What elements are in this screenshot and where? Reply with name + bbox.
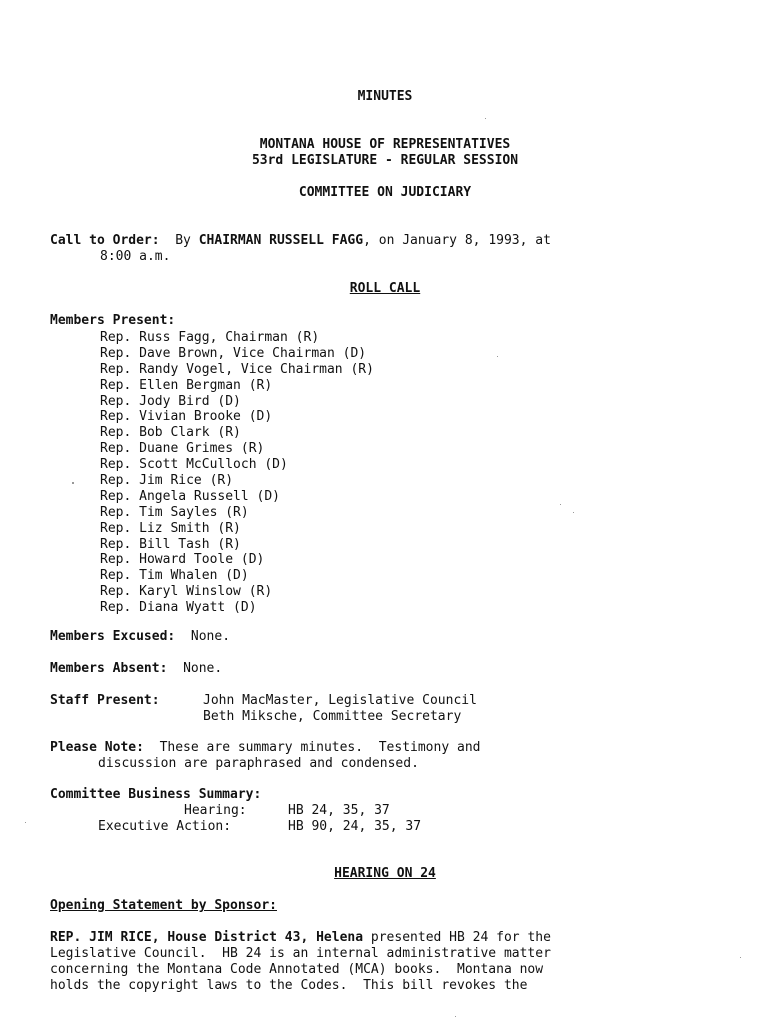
member-item: Rep. Tim Whalen (D) [100, 568, 249, 584]
executive-action-label: Executive Action: [98, 819, 232, 834]
members-absent-value: None. [183, 661, 223, 676]
scan-speck [573, 512, 574, 513]
member-item: Rep. Bill Tash (R) [100, 536, 241, 552]
members-present-list [100, 330, 374, 616]
please-note [50, 740, 480, 756]
business-summary-label: Committee Business Summary: [50, 787, 262, 802]
members-excused-label: Members Excused: [50, 629, 176, 644]
member-item: Rep. Scott McCulloch (D) [100, 457, 288, 473]
member-item: Rep. Karyl Winslow (R) [100, 584, 273, 600]
scan-speck [25, 822, 26, 823]
hearing-value: HB 24, 35, 37 [288, 803, 390, 818]
body-text: presented HB 24 for the [363, 930, 551, 945]
member-item: Rep. Vivian Brooke (D) [100, 409, 273, 425]
scan-speck [72, 482, 74, 484]
scan-speck [740, 957, 741, 958]
call-to-order-by: By [175, 233, 191, 248]
please-note-label: Please Note: [50, 740, 144, 755]
member-item: Rep. Jody Bird (D) [100, 393, 241, 409]
member-item: Rep. Ellen Bergman (R) [100, 377, 273, 393]
committee-heading: COMMITTEE ON JUDICIARY [298, 185, 472, 200]
hearing-label: Hearing: [184, 803, 247, 818]
member-item: Rep. Liz Smith (R) [100, 520, 241, 536]
call-to-order-label: Call to Order: [50, 233, 160, 248]
scan-speck [497, 356, 498, 357]
members-excused [50, 629, 230, 645]
member-item: Rep. Tim Sayles (R) [100, 504, 249, 520]
body-line: holds the copyright laws to the Codes. This bill revokes the [50, 978, 528, 993]
call-to-order-time: 8:00 a.m. [100, 249, 171, 264]
members-excused-value: None. [190, 629, 231, 644]
member-item: Rep. Jim Rice (R) [100, 473, 234, 489]
member-item: Rep. Diana Wyatt (D) [100, 600, 257, 616]
body-line [50, 930, 551, 946]
member-item: Rep. Duane Grimes (R) [100, 441, 265, 457]
body-line: concerning the Montana Code Annotated (MCA) books. Montana now [50, 962, 544, 977]
minutes-heading: MINUTES [357, 89, 413, 104]
executive-action-value: HB 90, 24, 35, 37 [288, 819, 422, 834]
please-note-text-2: discussion are paraphrased and condensed. [98, 756, 419, 771]
member-item: Rep. Dave Brown, Vice Chairman (D) [100, 345, 367, 361]
call-to-order-date: , on January 8, 1993, at [363, 233, 551, 248]
house-heading: MONTANA HOUSE OF REPRESENTATIVES [259, 137, 511, 152]
staff-member: John MacMaster, Legislative Council [203, 693, 477, 708]
sponsor-name: REP. JIM RICE, House District 43, Helena [50, 930, 364, 945]
member-item: Rep. Russ Fagg, Chairman (R) [100, 330, 320, 345]
member-item: Rep. Angela Russell (D) [100, 488, 281, 504]
members-absent [50, 661, 222, 677]
member-item: Rep. Howard Toole (D) [100, 552, 265, 568]
member-item: Rep. Bob Clark (R) [100, 425, 241, 441]
chairman-name: CHAIRMAN RUSSELL FAGG [198, 233, 364, 248]
members-absent-label: Members Absent: [50, 661, 168, 676]
session-heading: 53rd LEGISLATURE - REGULAR SESSION [251, 153, 519, 168]
staff-present-label: Staff Present: [50, 693, 160, 708]
call-to-order [50, 233, 551, 249]
hearing-heading: HEARING ON 24 [334, 866, 436, 881]
body-line: Legislative Council. HB 24 is an internal administrative matter [50, 946, 551, 961]
member-item: Rep. Randy Vogel, Vice Chairman (R) [100, 361, 374, 377]
roll-call-heading: ROLL CALL [349, 281, 421, 296]
opening-statement-heading: Opening Statement by Sponsor: [50, 898, 277, 913]
scan-speck [560, 504, 561, 505]
scan-speck [485, 118, 486, 119]
staff-member: Beth Miksche, Committee Secretary [203, 709, 462, 724]
please-note-text: These are summary minutes. Testimony and [159, 740, 481, 755]
members-present-label: Members Present: [50, 313, 176, 328]
scan-speck [455, 1016, 456, 1017]
